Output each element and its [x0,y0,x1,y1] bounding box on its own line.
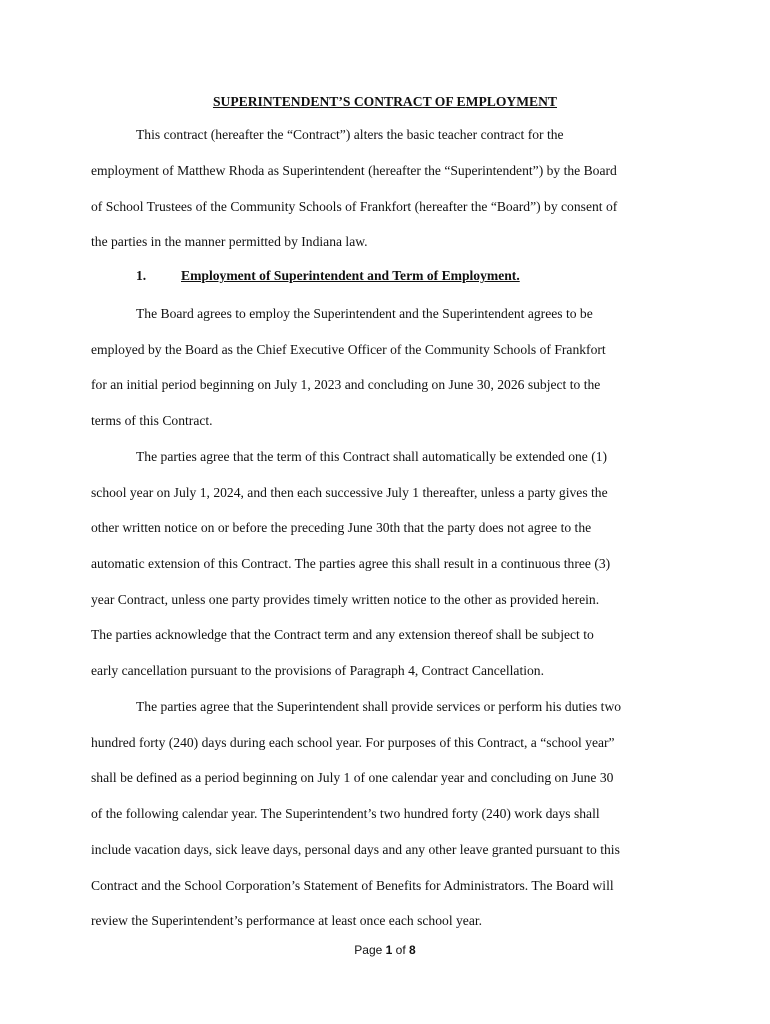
paragraph-line: for an initial period beginning on July 1, 2023 and concluding on June 30, 2026 subject to the [91,377,601,392]
paragraph-line: The parties agree that the Superintendent shall provide services or perform his duties two [136,699,622,714]
paragraph-line: school year on July 1, 2024, and then each successive July 1 thereafter, unless a party gives the [91,485,608,500]
intro-line: employment of Matthew Rhoda as Superintendent (hereafter the “Superintendent”) by the Board [91,163,617,178]
paragraph-line: The Board agrees to employ the Superintendent and the Superintendent agrees to be [136,306,593,321]
paragraph-line: The parties acknowledge that the Contract term and any extension thereof shall be subject to [91,627,594,642]
page-number [0,943,770,957]
paragraph-line: hundred forty (240) days during each school year. For purposes of this Contract, a “school year” [91,735,615,750]
paragraph-line: review the Superintendent’s performance at least once each school year. [91,913,483,928]
intro-line: the parties in the manner permitted by Indiana law. [91,234,368,249]
section-heading: Employment of Superintendent and Term of Employment. [181,268,520,283]
page-total: 8 [409,943,416,957]
paragraph-line: other written notice on or before the preceding June 30th that the party does not agree to the [91,520,592,535]
paragraph-line: of the following calendar year. The Superintendent’s two hundred forty (240) work days shall [91,806,600,821]
paragraph-line: early cancellation pursuant to the provisions of Paragraph 4, Contract Cancellation. [91,663,544,678]
intro-line: This contract (hereafter the “Contract”) alters the basic teacher contract for the [136,127,564,142]
document-title: SUPERINTENDENT’S CONTRACT OF EMPLOYMENT [212,94,558,109]
page-of: of [392,943,410,957]
paragraph-line: shall be defined as a period beginning on July 1 of one calendar year and concluding on June 30 [91,770,614,785]
paragraph-line: year Contract, unless one party provides timely written notice to the other as provided herein. [91,592,600,607]
paragraph-line: include vacation days, sick leave days, personal days and any other leave granted pursuant to this [91,842,620,857]
paragraph-line: employed by the Board as the Chief Executive Officer of the Community Schools of Frankfort [91,342,606,357]
paragraph-line: The parties agree that the term of this Contract shall automatically be extended one (1) [136,449,608,464]
intro-line: of School Trustees of the Community Schools of Frankfort (hereafter the “Board”) by consent of [91,199,618,214]
section-number: 1. [136,268,147,283]
page-current: 1 [385,943,393,957]
paragraph-line: automatic extension of this Contract. The parties agree this shall result in a continuous three (3) [91,556,611,571]
paragraph-line: terms of this Contract. [91,413,213,428]
paragraph-line: Contract and the School Corporation’s Statement of Benefits for Administrators. The Board will [91,878,614,893]
page-prefix: Page [354,943,386,957]
